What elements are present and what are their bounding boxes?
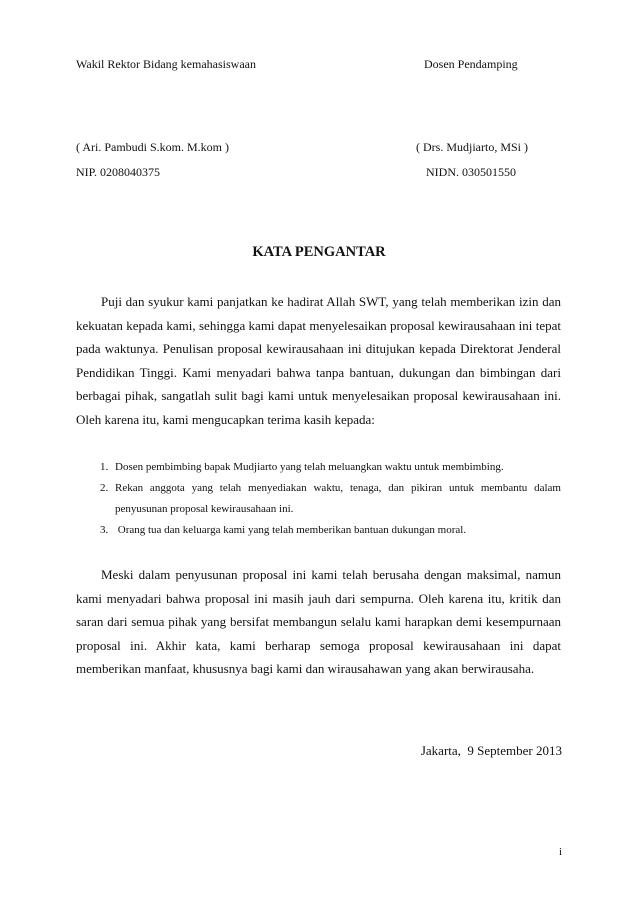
thanks-list xyxy=(100,457,561,541)
intro-paragraph: Puji dan syukur kami panjatkan ke hadirat Allah SWT, yang telah memberikan izin dan kekuatan kepada kami, sehingga kami dapat menyelesaikan proposal kewirausahaan ini tepat pada waktunya. Penulisan proposal kewirausahaan ini ditujukan kepada Direktorat Jenderal Pendidikan Tinggi. Kami menyadari bahwa tanpa bantuan, dukungan dan bimbingan dari berbagai pihak, sangatlah sulit bagi kami untuk menyelesaikan proposal kewirausahaan ini. Oleh karena itu, kami mengucapkan terima kasih kepada: xyxy=(76,294,561,427)
list-item-text: Rekan anggota yang telah menyediakan waktu, tenaga, dan pikiran untuk membantu dalam penyusunan proposal kewirausahaan ini. xyxy=(115,482,561,515)
list-item xyxy=(100,520,561,541)
place-date: Jakarta, 9 September 2013 xyxy=(420,743,562,758)
list-item-number: 2. xyxy=(100,482,109,494)
right-signatory-id: NIDN. 030501550 xyxy=(426,165,516,179)
list-item-number: 1. xyxy=(100,461,109,473)
list-item xyxy=(100,457,561,478)
list-item-text: Dosen pembimbing bapak Mudjiarto yang telah meluangkan waktu untuk membimbing. xyxy=(115,461,504,473)
right-signatory-role: Dosen Pendamping xyxy=(424,57,518,71)
list-item-number: 3. xyxy=(100,524,109,536)
page-number: i xyxy=(558,846,562,858)
left-signatory-name: ( Ari. Pambudi S.kom. M.kom ) xyxy=(76,140,230,154)
right-signatory-name: ( Drs. Mudjiarto, MSi ) xyxy=(416,140,528,154)
page-title: KATA PENGANTAR xyxy=(252,244,386,260)
list-item-text: Orang tua dan keluarga kami yang telah memberikan bantuan dukungan moral. xyxy=(115,524,467,536)
left-signatory-role: Wakil Rektor Bidang kemahasiswaan xyxy=(76,57,256,71)
closing-paragraph: Meski dalam penyusunan proposal ini kami telah berusaha dengan maksimal, namun kami menyadari bahwa proposal ini masih jauh dari sempurna. Oleh karena itu, kritik dan saran dari semua pihak yang bersifat membangun selalu kami harapkan demi kesempurnaan proposal ini. Akhir kata, kami berharap semoga proposal kewirausahaan ini dapat memberikan manfaat, khususnya bagi kami dan wirausahawan yang akan berwirausaha. xyxy=(76,567,561,676)
left-signatory-id: NIP. 0208040375 xyxy=(76,165,161,179)
list-item xyxy=(100,478,561,520)
